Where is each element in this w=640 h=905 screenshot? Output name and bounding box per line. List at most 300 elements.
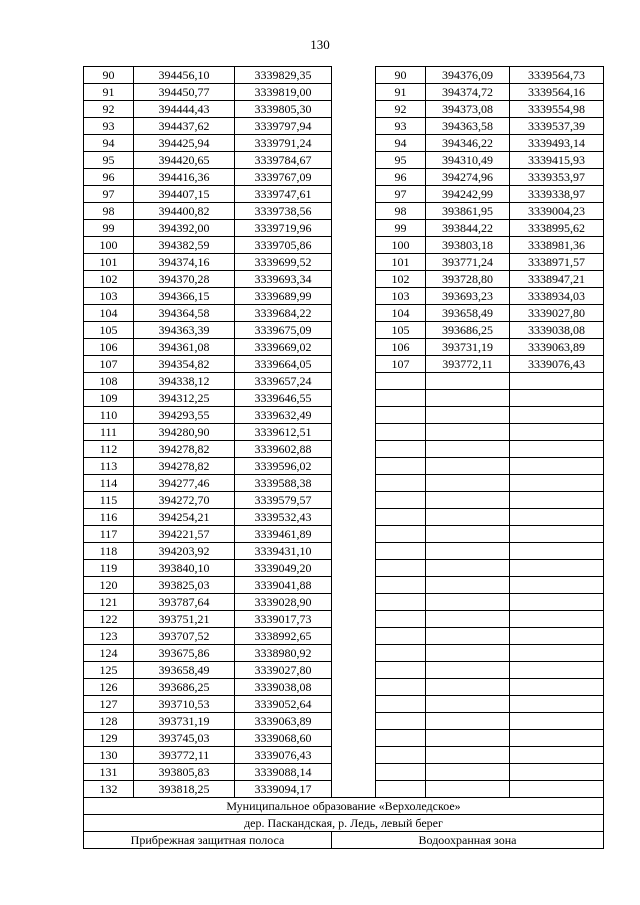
left-y-coordinate: 3339588,38: [235, 475, 332, 492]
table-row: [84, 645, 604, 662]
right-point-number: [376, 441, 426, 458]
right-point-number: [376, 747, 426, 764]
left-y-coordinate: 3339805,30: [235, 101, 332, 118]
left-y-coordinate: 3339041,88: [235, 577, 332, 594]
left-x-coordinate: 393675,86: [134, 645, 235, 662]
left-y-coordinate: 3339052,64: [235, 696, 332, 713]
table-row: [84, 696, 604, 713]
right-y-coordinate: 3339415,93: [510, 152, 604, 169]
table-footer: [84, 798, 604, 849]
right-point-number: 107: [376, 356, 426, 373]
left-x-coordinate: 393710,53: [134, 696, 235, 713]
left-point-number: 124: [84, 645, 134, 662]
right-point-number: [376, 611, 426, 628]
left-y-coordinate: 3339705,86: [235, 237, 332, 254]
table-row: [84, 730, 604, 747]
column-gap: [332, 169, 376, 186]
right-x-coordinate: 394374,72: [426, 84, 510, 101]
right-y-coordinate: [510, 594, 604, 611]
left-y-coordinate: 3339719,96: [235, 220, 332, 237]
left-point-number: 100: [84, 237, 134, 254]
table-row: [84, 577, 604, 594]
left-y-coordinate: 3339693,34: [235, 271, 332, 288]
column-gap: [332, 84, 376, 101]
right-y-coordinate: [510, 679, 604, 696]
left-y-coordinate: 3338992,65: [235, 628, 332, 645]
left-point-number: 123: [84, 628, 134, 645]
column-gap: [332, 356, 376, 373]
right-x-coordinate: 393861,95: [426, 203, 510, 220]
right-point-number: 100: [376, 237, 426, 254]
left-point-number: 112: [84, 441, 134, 458]
right-point-number: [376, 628, 426, 645]
left-x-coordinate: 394277,46: [134, 475, 235, 492]
right-point-number: 93: [376, 118, 426, 135]
column-gap: [332, 441, 376, 458]
left-x-coordinate: 394312,25: [134, 390, 235, 407]
left-point-number: 102: [84, 271, 134, 288]
left-point-number: 95: [84, 152, 134, 169]
left-y-coordinate: 3339784,67: [235, 152, 332, 169]
left-x-coordinate: 394366,15: [134, 288, 235, 305]
left-x-coordinate: 394278,82: [134, 458, 235, 475]
left-point-number: 108: [84, 373, 134, 390]
right-x-coordinate: [426, 696, 510, 713]
right-y-coordinate: [510, 662, 604, 679]
right-y-coordinate: [510, 458, 604, 475]
right-x-coordinate: 393693,23: [426, 288, 510, 305]
right-y-coordinate: [510, 441, 604, 458]
table-row: [84, 781, 604, 798]
right-y-coordinate: [510, 526, 604, 543]
right-x-coordinate: 394346,22: [426, 135, 510, 152]
right-x-coordinate: 393731,19: [426, 339, 510, 356]
right-y-coordinate: [510, 509, 604, 526]
right-x-coordinate: [426, 492, 510, 509]
column-gap: [332, 543, 376, 560]
right-point-number: [376, 526, 426, 543]
right-x-coordinate: [426, 645, 510, 662]
right-point-number: [376, 696, 426, 713]
right-point-number: 102: [376, 271, 426, 288]
right-x-coordinate: 393844,22: [426, 220, 510, 237]
left-point-number: 103: [84, 288, 134, 305]
left-x-coordinate: 394254,21: [134, 509, 235, 526]
column-gap: [332, 781, 376, 798]
left-x-coordinate: 393751,21: [134, 611, 235, 628]
table-row: [84, 305, 604, 322]
left-x-coordinate: 393787,64: [134, 594, 235, 611]
table-row: [84, 543, 604, 560]
column-gap: [332, 747, 376, 764]
right-point-number: [376, 373, 426, 390]
column-gap: [332, 152, 376, 169]
table-row: [84, 458, 604, 475]
left-x-coordinate: 393840,10: [134, 560, 235, 577]
left-point-number: 105: [84, 322, 134, 339]
right-x-coordinate: 393728,80: [426, 271, 510, 288]
left-y-coordinate: 3339632,49: [235, 407, 332, 424]
right-point-number: [376, 764, 426, 781]
column-gap: [332, 475, 376, 492]
right-y-coordinate: [510, 611, 604, 628]
right-x-coordinate: 393772,11: [426, 356, 510, 373]
left-point-number: 113: [84, 458, 134, 475]
right-x-coordinate: [426, 560, 510, 577]
right-x-coordinate: [426, 526, 510, 543]
right-point-number: 95: [376, 152, 426, 169]
right-y-coordinate: 3339004,23: [510, 203, 604, 220]
right-point-number: 98: [376, 203, 426, 220]
left-x-coordinate: 394338,12: [134, 373, 235, 390]
left-point-number: 114: [84, 475, 134, 492]
left-y-coordinate: 3339747,61: [235, 186, 332, 203]
left-x-coordinate: 394420,65: [134, 152, 235, 169]
left-x-coordinate: 394370,28: [134, 271, 235, 288]
left-x-coordinate: 393707,52: [134, 628, 235, 645]
right-point-number: [376, 560, 426, 577]
right-x-coordinate: 393686,25: [426, 322, 510, 339]
left-y-coordinate: 3339602,88: [235, 441, 332, 458]
right-point-number: 104: [376, 305, 426, 322]
column-gap: [332, 135, 376, 152]
right-x-coordinate: 394274,96: [426, 169, 510, 186]
table-row: [84, 84, 604, 101]
right-point-number: 101: [376, 254, 426, 271]
left-x-coordinate: 394278,82: [134, 441, 235, 458]
right-y-coordinate: [510, 424, 604, 441]
left-y-coordinate: 3339646,55: [235, 390, 332, 407]
coordinates-rows: [84, 67, 604, 798]
left-x-coordinate: 394416,36: [134, 169, 235, 186]
left-x-coordinate: 393731,19: [134, 713, 235, 730]
right-x-coordinate: 393803,18: [426, 237, 510, 254]
right-point-number: 96: [376, 169, 426, 186]
left-point-number: 120: [84, 577, 134, 594]
table-row: [84, 67, 604, 84]
left-y-coordinate: 3339596,02: [235, 458, 332, 475]
right-x-coordinate: [426, 475, 510, 492]
left-x-coordinate: 393772,11: [134, 747, 235, 764]
right-point-number: 91: [376, 84, 426, 101]
left-y-coordinate: 3339767,09: [235, 169, 332, 186]
left-point-number: 121: [84, 594, 134, 611]
left-y-coordinate: 3338980,92: [235, 645, 332, 662]
left-y-coordinate: 3339689,99: [235, 288, 332, 305]
page-number: 130: [310, 37, 330, 52]
coordinates-table: [83, 66, 604, 849]
column-gap: [332, 492, 376, 509]
right-x-coordinate: [426, 662, 510, 679]
table-row: [84, 101, 604, 118]
right-point-number: 92: [376, 101, 426, 118]
right-point-number: [376, 679, 426, 696]
right-x-coordinate: [426, 373, 510, 390]
right-x-coordinate: [426, 747, 510, 764]
left-x-coordinate: 393805,83: [134, 764, 235, 781]
left-point-number: 93: [84, 118, 134, 135]
left-y-coordinate: 3339076,43: [235, 747, 332, 764]
right-point-number: [376, 713, 426, 730]
left-y-coordinate: 3339038,08: [235, 679, 332, 696]
column-gap: [332, 696, 376, 713]
right-x-coordinate: 394363,58: [426, 118, 510, 135]
left-point-number: 130: [84, 747, 134, 764]
table-row: [84, 509, 604, 526]
left-y-coordinate: 3339699,52: [235, 254, 332, 271]
left-point-number: 122: [84, 611, 134, 628]
right-y-coordinate: [510, 696, 604, 713]
column-gap: [332, 305, 376, 322]
table-row: [84, 492, 604, 509]
table-row: [84, 322, 604, 339]
right-point-number: 103: [376, 288, 426, 305]
column-gap: [332, 764, 376, 781]
column-gap: [332, 679, 376, 696]
right-x-coordinate: 393771,24: [426, 254, 510, 271]
table-row: [84, 764, 604, 781]
right-y-coordinate: [510, 373, 604, 390]
right-point-number: 99: [376, 220, 426, 237]
right-point-number: 106: [376, 339, 426, 356]
right-point-number: 94: [376, 135, 426, 152]
location-caption: дер. Паскандская, р. Ледь, левый берег: [84, 815, 604, 832]
left-x-coordinate: 394374,16: [134, 254, 235, 271]
right-y-coordinate: [510, 730, 604, 747]
right-y-coordinate: [510, 713, 604, 730]
right-y-coordinate: [510, 577, 604, 594]
left-point-number: 132: [84, 781, 134, 798]
table-row: [84, 662, 604, 679]
column-gap: [332, 390, 376, 407]
right-y-coordinate: 3339076,43: [510, 356, 604, 373]
left-x-coordinate: 393658,49: [134, 662, 235, 679]
table-row: [84, 288, 604, 305]
table-row: [84, 254, 604, 271]
left-y-coordinate: 3339612,51: [235, 424, 332, 441]
table-row: [84, 628, 604, 645]
right-x-coordinate: 393658,49: [426, 305, 510, 322]
left-point-number: 97: [84, 186, 134, 203]
left-point-number: 92: [84, 101, 134, 118]
left-y-coordinate: 3339797,94: [235, 118, 332, 135]
column-gap: [332, 237, 376, 254]
left-point-number: 119: [84, 560, 134, 577]
right-y-coordinate: [510, 543, 604, 560]
municipality-caption: Муниципальное образование «Верхоледское»: [84, 798, 604, 815]
left-point-number: 125: [84, 662, 134, 679]
column-gap: [332, 322, 376, 339]
table-row: [84, 373, 604, 390]
column-gap: [332, 662, 376, 679]
column-gap: [332, 407, 376, 424]
right-x-coordinate: [426, 407, 510, 424]
table-row: [84, 747, 604, 764]
right-point-number: 90: [376, 67, 426, 84]
right-y-coordinate: 3338981,36: [510, 237, 604, 254]
left-point-number: 107: [84, 356, 134, 373]
column-gap: [332, 594, 376, 611]
left-x-coordinate: 394400,82: [134, 203, 235, 220]
right-y-coordinate: [510, 747, 604, 764]
right-y-coordinate: [510, 560, 604, 577]
right-y-coordinate: 3339063,89: [510, 339, 604, 356]
right-x-coordinate: [426, 441, 510, 458]
right-y-coordinate: [510, 492, 604, 509]
table-row: [84, 118, 604, 135]
left-point-number: 96: [84, 169, 134, 186]
left-y-coordinate: 3339829,35: [235, 67, 332, 84]
left-point-number: 115: [84, 492, 134, 509]
right-y-coordinate: 3339338,97: [510, 186, 604, 203]
left-point-number: 99: [84, 220, 134, 237]
left-x-coordinate: 394456,10: [134, 67, 235, 84]
left-y-coordinate: 3339017,73: [235, 611, 332, 628]
left-y-coordinate: 3339063,89: [235, 713, 332, 730]
table-row: [84, 169, 604, 186]
left-point-number: 110: [84, 407, 134, 424]
left-y-coordinate: 3339684,22: [235, 305, 332, 322]
table-row: [84, 611, 604, 628]
left-x-coordinate: 394221,57: [134, 526, 235, 543]
left-point-number: 101: [84, 254, 134, 271]
right-x-coordinate: [426, 781, 510, 798]
right-x-coordinate: [426, 458, 510, 475]
right-y-coordinate: 3338995,62: [510, 220, 604, 237]
left-y-coordinate: 3339049,20: [235, 560, 332, 577]
left-point-number: 127: [84, 696, 134, 713]
left-y-coordinate: 3339675,09: [235, 322, 332, 339]
right-point-number: [376, 407, 426, 424]
right-x-coordinate: [426, 390, 510, 407]
left-y-coordinate: 3339579,57: [235, 492, 332, 509]
left-x-coordinate: 394407,15: [134, 186, 235, 203]
left-point-number: 111: [84, 424, 134, 441]
column-gap: [332, 424, 376, 441]
column-gap: [332, 203, 376, 220]
table-row: [84, 713, 604, 730]
right-point-number: 97: [376, 186, 426, 203]
column-gap: [332, 339, 376, 356]
right-y-coordinate: 3339564,16: [510, 84, 604, 101]
left-point-number: 91: [84, 84, 134, 101]
right-point-number: [376, 594, 426, 611]
left-point-number: 94: [84, 135, 134, 152]
table-row: [84, 237, 604, 254]
right-y-coordinate: 3339027,80: [510, 305, 604, 322]
right-point-number: [376, 662, 426, 679]
left-point-number: 109: [84, 390, 134, 407]
table-row: [84, 339, 604, 356]
left-y-coordinate: 3339028,90: [235, 594, 332, 611]
right-y-coordinate: 3339554,98: [510, 101, 604, 118]
right-point-number: [376, 475, 426, 492]
left-point-number: 128: [84, 713, 134, 730]
table-row: [84, 594, 604, 611]
right-x-coordinate: [426, 628, 510, 645]
left-point-number: 118: [84, 543, 134, 560]
right-point-number: [376, 390, 426, 407]
right-x-coordinate: [426, 509, 510, 526]
left-x-coordinate: 394364,58: [134, 305, 235, 322]
left-y-coordinate: 3339027,80: [235, 662, 332, 679]
right-point-number: [376, 509, 426, 526]
left-point-number: 129: [84, 730, 134, 747]
left-point-number: 106: [84, 339, 134, 356]
right-point-number: [376, 458, 426, 475]
left-x-coordinate: 393818,25: [134, 781, 235, 798]
column-gap: [332, 458, 376, 475]
table-row: [84, 203, 604, 220]
right-y-coordinate: 3339493,14: [510, 135, 604, 152]
right-point-number: [376, 577, 426, 594]
column-gap: [332, 186, 376, 203]
left-y-coordinate: 3339669,02: [235, 339, 332, 356]
left-y-coordinate: 3339431,10: [235, 543, 332, 560]
right-x-coordinate: 394373,08: [426, 101, 510, 118]
table-row: [84, 356, 604, 373]
column-gap: [332, 645, 376, 662]
table-row: [84, 271, 604, 288]
right-point-number: 105: [376, 322, 426, 339]
table-row: [84, 424, 604, 441]
column-gap: [332, 611, 376, 628]
left-y-coordinate: 3339738,56: [235, 203, 332, 220]
table-row: [84, 560, 604, 577]
right-y-coordinate: 3339038,08: [510, 322, 604, 339]
table-row: [84, 526, 604, 543]
right-y-coordinate: [510, 628, 604, 645]
left-y-coordinate: 3339094,17: [235, 781, 332, 798]
column-gap: [332, 713, 376, 730]
left-x-coordinate: 394425,94: [134, 135, 235, 152]
right-y-coordinate: [510, 475, 604, 492]
left-y-coordinate: 3339791,24: [235, 135, 332, 152]
right-point-number: [376, 424, 426, 441]
right-x-coordinate: 394310,49: [426, 152, 510, 169]
right-x-coordinate: [426, 611, 510, 628]
left-y-coordinate: 3339819,00: [235, 84, 332, 101]
left-x-coordinate: 394280,90: [134, 424, 235, 441]
right-x-coordinate: [426, 424, 510, 441]
column-gap: [332, 373, 376, 390]
water-protection-zone-caption: Водоохранная зона: [332, 832, 604, 849]
left-x-coordinate: 394382,59: [134, 237, 235, 254]
left-x-coordinate: 394363,39: [134, 322, 235, 339]
table-row: [84, 441, 604, 458]
table-row: [84, 475, 604, 492]
table-row: [84, 220, 604, 237]
left-point-number: 126: [84, 679, 134, 696]
left-point-number: 117: [84, 526, 134, 543]
left-point-number: 116: [84, 509, 134, 526]
left-x-coordinate: 394444,43: [134, 101, 235, 118]
left-x-coordinate: 394293,55: [134, 407, 235, 424]
right-y-coordinate: 3339564,73: [510, 67, 604, 84]
left-x-coordinate: 394392,00: [134, 220, 235, 237]
left-x-coordinate: 393686,25: [134, 679, 235, 696]
right-y-coordinate: [510, 407, 604, 424]
left-x-coordinate: 394450,77: [134, 84, 235, 101]
column-gap: [332, 730, 376, 747]
left-x-coordinate: 393825,03: [134, 577, 235, 594]
left-y-coordinate: 3339664,05: [235, 356, 332, 373]
left-point-number: 131: [84, 764, 134, 781]
column-gap: [332, 101, 376, 118]
right-y-coordinate: [510, 645, 604, 662]
left-x-coordinate: 394354,82: [134, 356, 235, 373]
left-x-coordinate: 394361,08: [134, 339, 235, 356]
